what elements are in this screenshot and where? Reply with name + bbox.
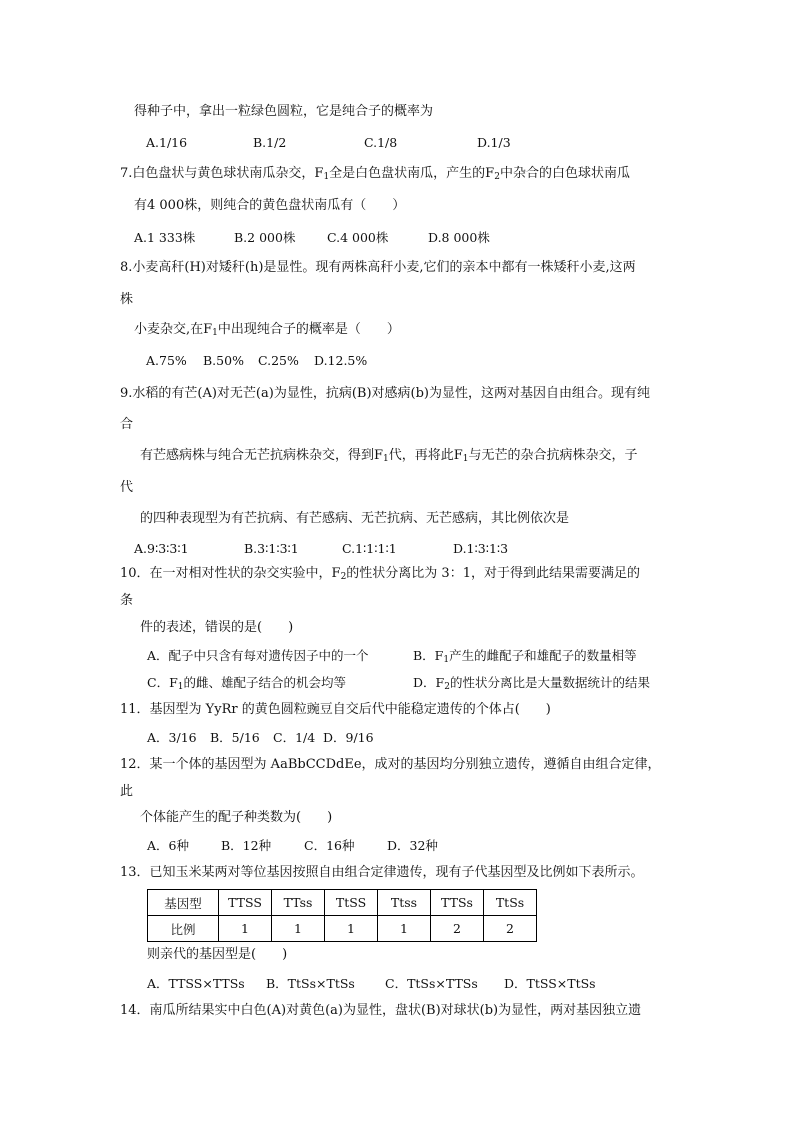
q12-stem-line3: 个体能产生的配子种类数为( ) [140, 810, 333, 825]
q6-text: 得种子中，拿出一粒绿色圆粒，它是纯合子的概率为 [134, 104, 434, 119]
q6-option-b: B.1/2 [253, 135, 287, 150]
table-cell: TTss [272, 890, 325, 916]
q8-option-a: A.75% [146, 353, 187, 368]
q9-stem-line1: 9.水稻的有芒(A)对无芒(a)为显性，抗病(B)对感病(b)为显性，这两对基因自由组合。现有纯 [120, 386, 650, 401]
q12-option-b: B．12种 [221, 838, 272, 853]
table-cell: 1 [325, 916, 378, 942]
table-cell: TtSs [484, 890, 537, 916]
q6-option-d: D.1/3 [477, 135, 511, 150]
q10-stem-line1: 10．在一对相对性状的杂交实验中，$F_2$的性状分离比为 3：1，对于得到此结果需要满足的 [120, 566, 640, 582]
table-cell: 1 [219, 916, 272, 942]
q10-stem-line3: 件的表述，错误的是( ) [140, 620, 294, 635]
q8-stem-line3: 小麦杂交,在$F_1$中出现纯合子的概率是（ ） [134, 322, 400, 338]
q12-stem-line2: 此 [120, 784, 134, 799]
q13-option-a: A．TTSS×TTSs [147, 976, 245, 991]
table-row [148, 890, 537, 916]
q9-stem-line2: 合 [120, 417, 134, 432]
table-cell: 2 [431, 916, 484, 942]
q9-stem-line3: 有芒感病株与纯合无芒抗病株杂交，得到$F_1$代，再将此$F_1$与无芒的杂合抗病株杂交，子 [140, 448, 638, 464]
q13-stem-line1: 13．已知玉米某两对等位基因按照自由组合定律遗传，现有子代基因型及比例如下表所示。 [120, 865, 644, 880]
q12-option-a: A．6种 [147, 838, 189, 853]
q9-stem-line4: 代 [120, 480, 134, 495]
q12-option-c: C．16种 [304, 838, 355, 853]
q13-option-b: B．TtSs×TtSs [266, 976, 355, 991]
q10-option-a: A．配子中只含有每对遗传因子中的一个 [147, 648, 369, 663]
q9-stem-line5: 的四种表现型为有芒抗病、有芒感病、无芒抗病、无芒感病，其比例依次是 [140, 511, 570, 526]
q11-option-b: B．5/16 [210, 730, 260, 745]
q10-stem-line2: 条 [120, 593, 134, 608]
q11-option-c: C．1/4 [273, 730, 316, 745]
q13-option-d: D．TtSS×TtSs [504, 976, 596, 991]
q13-option-c: C．TtSs×TTSs [385, 976, 478, 991]
q6-option-a: A.1/16 [146, 135, 188, 150]
q10-option-c: C．$F_1$的雌、雄配子结合的机会均等 [147, 675, 346, 692]
q8-option-c: C.25% [258, 353, 299, 368]
q8-option-b: B.50% [203, 353, 244, 368]
q10-option-d: D．$F_2$的性状分离比是大量数据统计的结果 [413, 675, 650, 692]
table-cell: 基因型 [148, 890, 219, 916]
q12-stem-line1: 12．某一个体的基因型为 AaBbCCDdEe，成对的基因均分别独立遗传，遵循自由组合定律， [120, 757, 661, 772]
q9-option-a: A.9∶3∶3∶1 [134, 541, 189, 556]
table-cell: Ttss [378, 890, 431, 916]
q9-option-b: B.3∶1∶3∶1 [244, 541, 299, 556]
table-cell: TtSS [325, 890, 378, 916]
q9-option-c: C.1∶1∶1∶1 [342, 541, 397, 556]
q10-option-b: B．$F_1$产生的雌配子和雄配子的数量相等 [413, 648, 637, 665]
q7-option-c: C.4 000株 [327, 230, 389, 245]
table-cell: 1 [272, 916, 325, 942]
q7-stem-line1: 7.白色盘状与黄色球状南瓜杂交，$F_1$全是白色盘状南瓜，产生的$F_2$中杂合的白色球状南瓜 [120, 166, 630, 182]
table-cell: TTSS [219, 890, 272, 916]
table-cell: 比例 [148, 916, 219, 942]
q8-option-d: D.12.5% [314, 353, 368, 368]
q7-option-b: B.2 000株 [234, 230, 296, 245]
q7-option-d: D.8 000株 [428, 230, 490, 245]
q14-stem-line1: 14．南瓜所结果实中白色(A)对黄色(a)为显性，盘状(B)对球状(b)为显性，两对基因独立遗 [120, 1003, 642, 1018]
q11-option-a: A．3/16 [147, 730, 197, 745]
q12-option-d: D．32种 [387, 838, 438, 853]
q13-stem-line2: 则亲代的基因型是( ) [147, 947, 288, 962]
q7-option-a: A.1 333株 [134, 230, 196, 245]
q7-stem-line2: 有4 000株，则纯合的黄色盘状南瓜有（ ） [134, 198, 406, 213]
table-cell: TTSs [431, 890, 484, 916]
table-row [148, 916, 537, 942]
q11-stem: 11．基因型为 YyRr 的黄色圆粒豌豆自交后代中能稳定遗传的个体占( ) [120, 702, 551, 717]
q11-option-d: D．9/16 [323, 730, 374, 745]
q8-stem-line1: 8.小麦高秆(H)对矮秆(h)是显性。现有两株高秆小麦,它们的亲本中都有一株矮秆小麦,这两 [120, 260, 636, 275]
table-cell: 2 [484, 916, 537, 942]
q6-option-c: C.1/8 [364, 135, 398, 150]
q9-option-d: D.1∶3∶1∶3 [453, 541, 509, 556]
table-cell: 1 [378, 916, 431, 942]
q8-stem-line2: 株 [120, 292, 134, 307]
genotype-ratio-table [147, 889, 537, 942]
